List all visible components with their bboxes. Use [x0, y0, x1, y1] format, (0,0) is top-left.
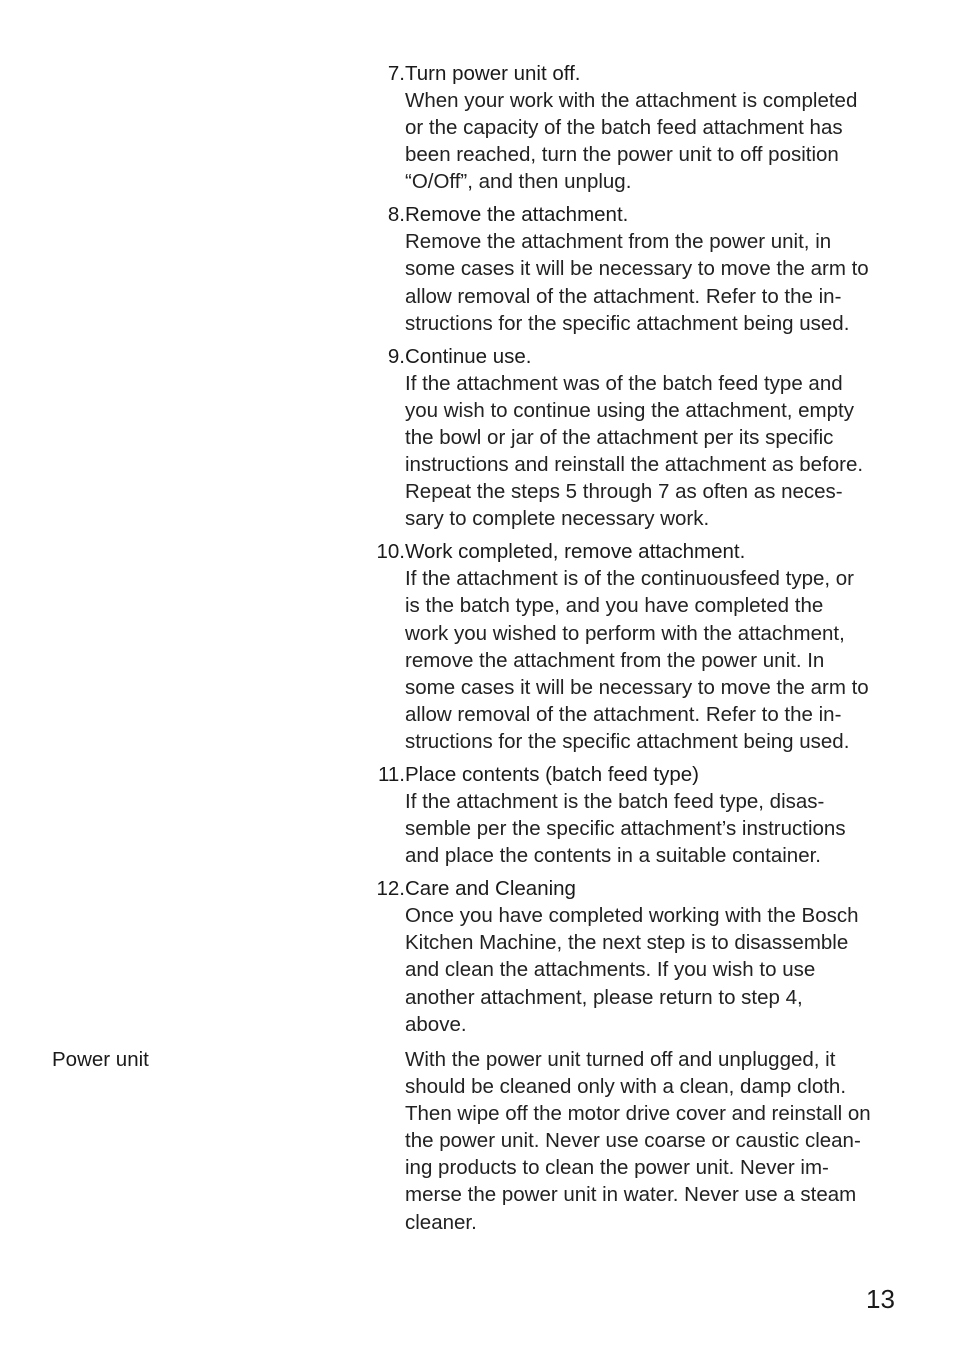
step-number: 12. — [376, 877, 405, 901]
power-unit-label: Power unit — [52, 1048, 149, 1071]
body-line: or the capacity of the batch feed attachment has — [405, 116, 843, 140]
body-line: ing products to clean the power unit. Never im- — [405, 1156, 829, 1180]
body-line: If the attachment was of the batch feed type and — [405, 371, 843, 395]
step-heading — [372, 538, 902, 565]
step-heading — [372, 761, 902, 788]
step-body — [405, 370, 902, 533]
body-line: With the power unit turned off and unplugged, it — [405, 1048, 836, 1071]
step-7 — [372, 60, 902, 195]
page-number: 13 — [866, 1284, 895, 1314]
step-8 — [372, 201, 902, 336]
step-number: 9. — [387, 344, 405, 368]
body-line: cleaner. — [405, 1210, 477, 1234]
body-line: allow removal of the attachment. Refer to the in- — [405, 284, 842, 308]
body-line: is the batch type, and you have completed the — [405, 594, 824, 618]
step-title: Place contents (batch feed type) — [405, 762, 700, 786]
body-line: If the attachment is of the continuousfeed type, or — [405, 567, 854, 591]
body-line: should be cleaned only with a clean, damp cloth. — [405, 1075, 847, 1099]
power-unit-body — [405, 1046, 871, 1236]
body-line: semble per the specific attachment’s instructions — [405, 817, 846, 841]
body-line: instructions and reinstall the attachment as before. — [405, 453, 864, 477]
step-heading — [372, 60, 902, 87]
body-line: structions for the specific attachment being used. — [405, 729, 850, 753]
body-line: merse the power unit in water. Never use a steam — [405, 1183, 857, 1207]
step-title: Turn power unit off. — [405, 62, 581, 85]
step-10 — [372, 538, 902, 755]
step-body — [405, 565, 902, 755]
step-9 — [372, 343, 902, 533]
step-body — [405, 87, 902, 195]
body-line: Repeat the steps 5 through 7 as often as neces- — [405, 480, 843, 504]
body-line: the power unit. Never use coarse or caustic clean- — [405, 1129, 861, 1153]
body-line: some cases it will be necessary to move the arm to — [405, 675, 869, 699]
body-line: been reached, turn the power unit to off position — [405, 143, 839, 167]
body-line: another attachment, please return to step 4, — [405, 985, 803, 1009]
step-body — [405, 228, 902, 336]
body-line: Then wipe off the motor drive cover and reinstall on — [405, 1102, 871, 1126]
body-line: allow removal of the attachment. Refer to the in- — [405, 702, 842, 726]
body-line: the bowl or jar of the attachment per its specific — [405, 425, 834, 449]
body-line: structions for the specific attachment being used. — [405, 311, 850, 335]
step-body — [405, 788, 902, 869]
step-number: 7. — [387, 62, 405, 85]
step-number: 10. — [376, 540, 405, 564]
steps-column — [372, 60, 902, 1044]
body-line: and place the contents in a suitable container. — [405, 844, 821, 868]
body-line: remove the attachment from the power unit. In — [405, 648, 825, 672]
step-title: Care and Cleaning — [405, 877, 576, 901]
body-line: you wish to continue using the attachment, empty — [405, 398, 854, 422]
step-heading — [372, 201, 902, 228]
body-line: If the attachment is the batch feed type, disas- — [405, 789, 825, 813]
step-title: Remove the attachment. — [405, 203, 629, 227]
body-line: Kitchen Machine, the next step is to disassemble — [405, 931, 849, 955]
body-line: sary to complete necessary work. — [405, 507, 710, 531]
body-line: work you wished to perform with the attachment, — [405, 621, 845, 645]
step-title: Continue use. — [405, 344, 532, 368]
step-heading — [372, 875, 902, 902]
step-number: 11. — [378, 762, 405, 786]
body-line: “O/Off”, and then unplug. — [405, 170, 632, 194]
body-line: some cases it will be necessary to move the arm to — [405, 257, 869, 281]
body-line: Once you have completed working with the Bosch — [405, 904, 859, 928]
body-line: and clean the attachments. If you wish to use — [405, 958, 816, 982]
step-body — [405, 902, 902, 1037]
body-line: Remove the attachment from the power unit, in — [405, 230, 832, 254]
body-line: above. — [405, 1012, 467, 1036]
step-heading — [372, 343, 902, 370]
step-title: Work completed, remove attachment. — [405, 540, 746, 564]
step-number: 8. — [387, 203, 405, 227]
step-12 — [372, 875, 902, 1037]
body-line: When your work with the attachment is completed — [405, 89, 858, 112]
step-11 — [372, 761, 902, 869]
